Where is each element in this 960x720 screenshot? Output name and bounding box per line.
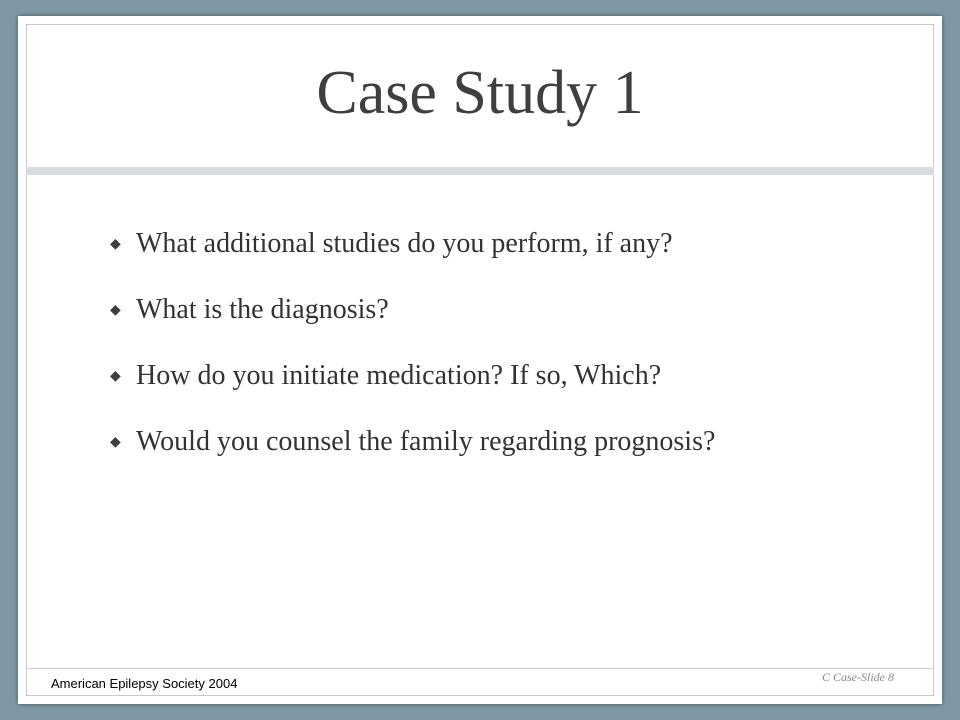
bullet-text: How do you initiate medication? If so, Which?	[136, 360, 662, 391]
bullet-item	[110, 360, 715, 426]
bullet-item	[110, 294, 715, 360]
footer-divider	[26, 668, 934, 669]
bullet-item	[110, 426, 715, 492]
bullet-text: What is the diagnosis?	[136, 294, 389, 325]
slide	[18, 16, 942, 704]
footer-source: American Epilepsy Society 2004	[51, 676, 238, 691]
title-divider	[26, 167, 934, 175]
bullet-list	[110, 228, 715, 492]
slide-title: Case Study 1	[316, 59, 644, 127]
diamond-bullet-icon: ◆	[110, 302, 121, 318]
bullet-item	[110, 228, 715, 294]
diamond-bullet-icon: ◆	[110, 368, 121, 384]
diamond-bullet-icon: ◆	[110, 434, 121, 450]
slide-number-label: C Case-Slide 8	[822, 670, 894, 684]
diamond-bullet-icon: ◆	[110, 236, 121, 252]
bullet-text: Would you counsel the family regarding prognosis?	[136, 426, 716, 457]
bullet-text: What additional studies do you perform, if any?	[136, 228, 673, 259]
